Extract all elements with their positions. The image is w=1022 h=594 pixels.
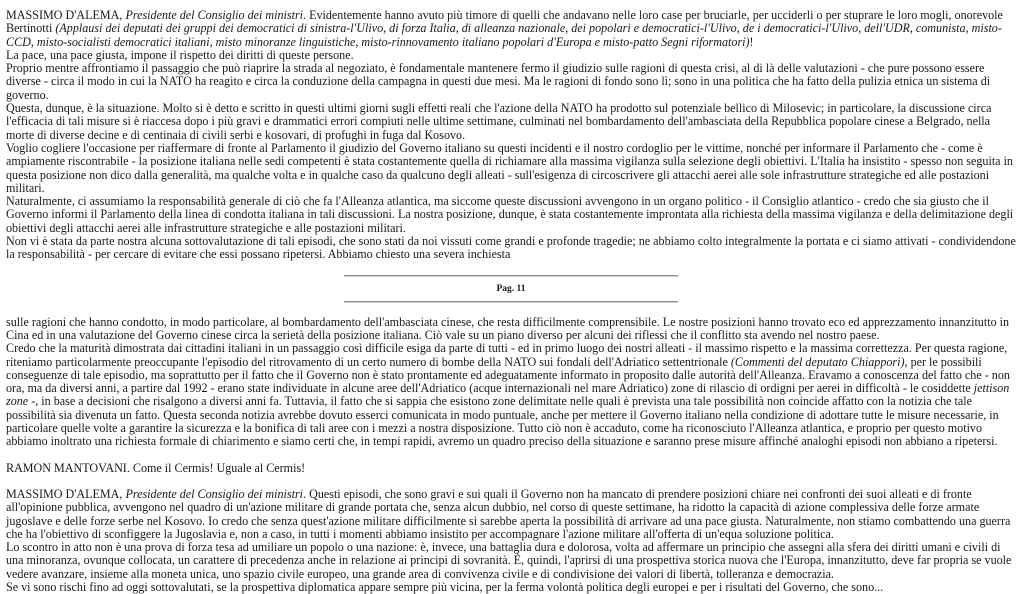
speaker-role: Presidente del Consiglio dei ministri xyxy=(125,486,304,501)
applause-note: (Applausi dei deputati dei gruppi dei democratici di sinistra-l'Ulivo, di forza Italia, di alleanza nazionale, dei popolari e democratici-l'Ulivo, de i democratici-l'Ulivo, dell'UDR, comunista, misto-CCD, misto-socialisti democratici italiani, misto minoranze linguistiche, misto-rinnovamento italiano popolari d'Europa e misto-patto Segni riformatori) xyxy=(6,21,1002,49)
paragraph: Lo scontro in atto non è una prova di forza tesa ad umiliare un popolo o una nazione: è, invece, una battaglia dura e dolorosa, volta ad affermare un principio che assegni alla sfera dei diritti umani e civili di una minoranza, ovunque collocata, un carattere di precedenza anche in relazione ai principi di sovranità. È, quindi, l'aprirsi di una prospettiva storica nuova che l'Europa, innanzitutto, deve far propria se vuole vedere avanzare, insieme alla moneta unica, uno spazio civile europeo, una grande area di convivenza civile e di condivisione dei valori di libertà, tolleranza e democrazia. xyxy=(6,540,1012,581)
speech-text: . Evidentemente hanno avuto più timore di quelli che andavano nelle loro case per bruciarle, per ucciderli o per stuprare le loro mogli, onorevole Bertinotti xyxy=(6,8,1003,36)
interjection-mantovani: RAMON MANTOVANI. Come il Cermis! Uguale al Cermis! xyxy=(6,460,306,475)
paragraph: sulle ragioni che hanno condotto, in modo particolare, al bombardamento dell'ambasciata cinese, che resta difficilmente comprensibile. Le nostre posizioni hanno trovato eco ed apprezzamento innanzitutto in Cina ed in una valutazione del Governo cinese circa la serietà della posizione italiana. Ciò vale su un piano diverso per alcuni dei riflessi che il conflitto sta avendo nel nostro paese. xyxy=(6,314,1010,342)
paragraph: Se vi sono rischi fino ad oggi sottovalutati, se la prospettiva diplomatica appare sempre più vicina, per la ferma volontà politica degli europei e per i risultati del Governo, che sono... xyxy=(6,579,884,594)
speaker-role: Presidente del Consiglio dei ministri xyxy=(125,8,304,22)
document-page xyxy=(6,0,1016,594)
comment-note: (Commenti del deputato Chiappori) xyxy=(730,354,905,369)
speaker-name: MASSIMO D'ALEMA, xyxy=(6,8,123,22)
paragraph: Non vi è stata da parte nostra alcuna sottovalutazione di tali episodi, che sono stati da noi vissuti come grandi e profonde tragedie; ne abbiamo colto integralmente la portata e ci siamo attivati - condividendone la responsabilità - per cercare di evitare che essi possano ripetersi. Abbiamo chiesto una severa inchiesta xyxy=(6,234,1016,262)
paragraph: Proprio mentre affrontiamo il passaggio che può riaprire la strada al negoziato, è fondamentale mantenere fermo il giudizio sulle ragioni di questa crisi, al di là delle valutazioni - che pure possono essere diverse - circa il modo in cui la NATO ha reagito e circa la conduzione della campagna in questi due mesi. Ma le ragioni di fondo sono lì; sono in una politica che ha fatto della pulizia etnica un sistema di governo. xyxy=(6,61,991,102)
page-break xyxy=(344,275,678,303)
foreign-term: jettison zone xyxy=(6,381,1010,409)
speaker-name: MASSIMO D'ALEMA, xyxy=(6,486,123,501)
speech-dalema-2 xyxy=(6,488,1016,541)
paragraph: Credo che la maturità dimostrata dai cittadini italiani in un passaggio così difficile esiga da parte di tutti - ed in primo luogo dei nostri alleati - il massimo rispetto e la massima correttezza. Per questa ragione, riteniamo particolarmente preoccupante l'episodio del ritrovamento di un certo numero di bombe della NATO sui fondali dell'Adriatico settentrionale (Commenti del deputato Chiappori), per le possibili conseguenze di tale episodio, ma soprattutto per il fatto che il Governo non è stato prontamente ed adeguatamente informato in proposito dalle autorità dell'Alleanza. Eravamo a conoscenza del fatto che - non ora, ma da diversi anni, a partire dal 1992 - erano state individuate in alcune aree dell'Adriatico (acque internazionali nel mare Adriatico) zone di rilascio di ordigni per aerei in difficoltà - le cosiddette jettison zone -, in base a decisioni che risalgono a diversi anni fa. Tuttavia, il fatto che si sappia che esistono zone delimitate nelle quali è prevista una tale possibilità non coincide affatto con la notizia che tale possibilità sia divenuta un fatto. Questa seconda notizia avrebbe dovuto esserci comunicata in modo puntuale, anche per mettere il Governo italiano nella condizione di adottare tutte le misure necessarie, in particolare quelle volte a garantire la sicurezza e la bonifica di tali aree con i mezzi a nostra disposizione. Tutto ciò non è accaduto, come ha riconosciuto l'Alleanza atlantica, e proprio per questo motivo abbiamo inoltrato una richiesta formale di chiarimento e siamo certi che, in tempi rapidi, avremo un quadro preciso della situazione e saranno prese misure affinché analoghi episodi non abbiano a ripetersi. xyxy=(6,341,1010,449)
paragraph: Questa, dunque, è la situazione. Molto si è detto e scritto in questi ultimi giorni sugli effetti reali che l'azione della NATO ha prodotto sul potenziale bellico di Milosevic; in particolare, la discussione circa l'efficacia di tali misure si è riaccesa dopo i più gravi e drammatici errori compiuti nelle ultime settimane, culminati nel bombardamento dell'ambasciata della Repubblica popolare cinese a Belgrado, nella morte di diverse decine e di centinaia di civili serbi e kosovari, di profughi in fuga dal Kosovo. xyxy=(6,101,992,142)
paragraph: Naturalmente, ci assumiamo la responsabilità generale di ciò che fa l'Alleanza atlantica, ma siccome queste discussioni avvengono in un organo politico - il Consiglio atlantico - credo che sia giusto che il Governo informi il Parlamento della linea di condotta italiana in tali discussioni. La nostra posizione, dunque, è stata costantemente improntata alla richiesta della massima vigilanza e della delimitazione degli obiettivi degli attacchi aerei alle infrastrutture strategiche e alle postazioni militari. xyxy=(6,194,1014,235)
paragraph: Voglio cogliere l'occasione per riaffermare di fronte al Parlamento il giudizio del Governo italiano su questi incidenti e il nostro cordoglio per le vittime, nonché per informare il Parlamento che - come è ampiamente riscontrabile - la posizione italiana nelle sedi competenti è stata costantemente quella di richiamare alla massima vigilanza sulla selezione degli obiettivi. L'Italia ha insistito - spesso non seguita in questa posizione non dico dalla generalità, ma qualche volta e in qualche caso da qualcuno degli alleati - sull'esigenza di circoscrivere gli attacchi aerei alle sole infrastrutture strategiche ed alle postazioni militari. xyxy=(6,140,1013,195)
paragraph: La pace, una pace giusta, impone il rispetto dei diritti di queste persone. xyxy=(6,47,354,62)
speech-dalema-1: MASSIMO D'ALEMA, Presidente del Consiglio dei ministri. Evidentemente hanno avuto più timore di quelli che andavano nelle loro case per bruciarle, per ucciderli o per stuprare le loro mogli, onorevole Bertinotti (Applausi dei deputati dei gruppi dei democratici di sinistra-l'Ulivo, di forza Italia, di alleanza nazionale, dei popolari e democratici-l'Ulivo, de i democratici-l'Ulivo, dell'UDR, comunista, misto-CCD, misto-socialisti democratici italiani, misto minoranze linguistiche, misto-rinnovamento italiano popolari d'Europa e misto-patto Segni riformatori)! xyxy=(6,8,1003,49)
page-number: Pag. 11 xyxy=(496,283,526,294)
speech-text: . Questi episodi, che sono gravi e sui quali il Governo non ha mancato di prendere posizioni chiare nei confronti dei suoi alleati e di fronte all'opinione pubblica, avvengono nel quadro di un'azione militare di grande portata che, senza alcun dubbio, nel corso di queste settimane, ha ridotto la capacità di azione complessiva delle forze armate jugoslave e delle forze serbe nel Kosovo. Io credo che senza quest'azione militare difficilmente si sarebbe aperta la possibilità di arrivare ad una pace giusta. Naturalmente, non stiamo combattendo una guerra che ha l'obiettivo di sconfiggere la Jugoslavia e, non a caso, in tutti i momenti abbiamo insistito per accompagnare l'azione militare all'offerta di un'equa soluzione politica. xyxy=(6,486,1011,541)
